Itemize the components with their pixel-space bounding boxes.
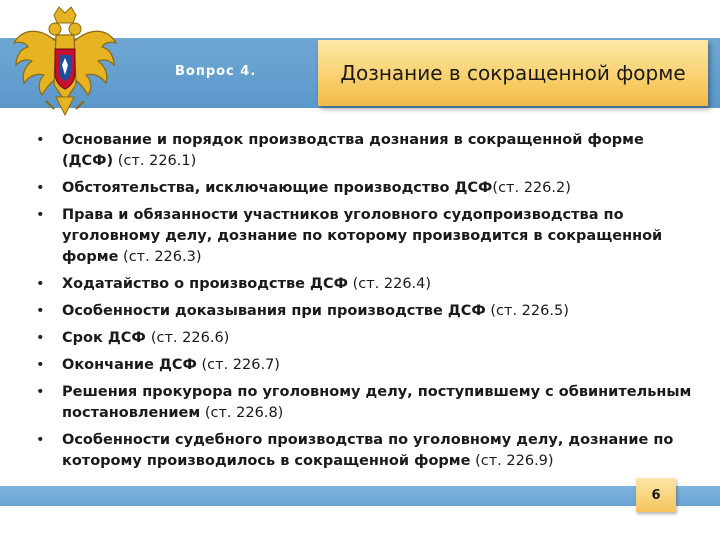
bullet-icon: •	[36, 384, 45, 400]
item-bold-text: Решения прокурора по уголовному делу, поступившему с обвинительным постановлением	[62, 384, 692, 421]
item-article-ref: (ст. 226.5)	[485, 303, 569, 319]
item-article-ref: (ст. 226.7)	[196, 357, 280, 373]
title-box	[318, 40, 708, 106]
list-item	[36, 130, 696, 172]
bullet-icon: •	[36, 432, 45, 448]
list-item	[36, 328, 696, 349]
bullet-icon: •	[36, 330, 45, 346]
bullet-icon: •	[36, 207, 45, 223]
item-article-ref: (ст. 226.2)	[492, 180, 571, 196]
list-item	[36, 301, 696, 322]
page-number: 6	[651, 487, 661, 503]
bullet-icon: •	[36, 132, 45, 148]
item-bold-text: Права и обязанности участников уголовного судопроизводства по уголовному делу, дознание по которому производится в сокращенной форме	[62, 207, 663, 265]
item-bold-text: Ходатайство о производстве ДСФ	[62, 276, 348, 292]
footer-band	[0, 486, 720, 506]
bullet-icon: •	[36, 180, 45, 196]
list-item	[36, 355, 696, 376]
page-number-box	[636, 478, 676, 512]
list-item	[36, 178, 696, 199]
emercom-eagle-emblem-icon	[10, 5, 120, 121]
list-item	[36, 205, 696, 268]
item-bold-text: Особенности судебного производства по уголовному делу, дознание по которому производилось в сокращенной форме	[62, 432, 674, 469]
item-bold-text: Основание и порядок производства дознания в сокращенной форме (ДСФ)	[62, 132, 644, 169]
page-title: Дознание в сокращенной форме	[340, 61, 686, 85]
item-article-ref: (ст. 226.4)	[347, 276, 432, 292]
question-label: Вопрос 4.	[175, 64, 257, 79]
bullet-icon: •	[36, 357, 45, 373]
bullet-icon: •	[36, 276, 45, 292]
list-item	[36, 382, 696, 424]
bullet-icon: •	[36, 303, 45, 319]
bullet-list	[36, 130, 696, 478]
item-bold-text: Обстоятельства, исключающие производство ДСФ	[62, 180, 493, 196]
list-item	[36, 274, 696, 295]
item-bold-text: Срок ДСФ	[62, 330, 151, 346]
item-article-ref: (ст. 226.8)	[200, 405, 284, 421]
item-article-ref: (ст. 226.9)	[470, 453, 554, 469]
item-article-ref: (ст. 226.6)	[150, 330, 230, 346]
item-bold-text: Окончание ДСФ	[62, 357, 197, 373]
list-item	[36, 430, 696, 472]
item-article-ref: (ст. 226.3)	[118, 249, 202, 265]
item-article-ref: (ст. 226.1)	[113, 153, 197, 169]
item-bold-text: Особенности доказывания при производстве ДСФ	[62, 303, 486, 319]
